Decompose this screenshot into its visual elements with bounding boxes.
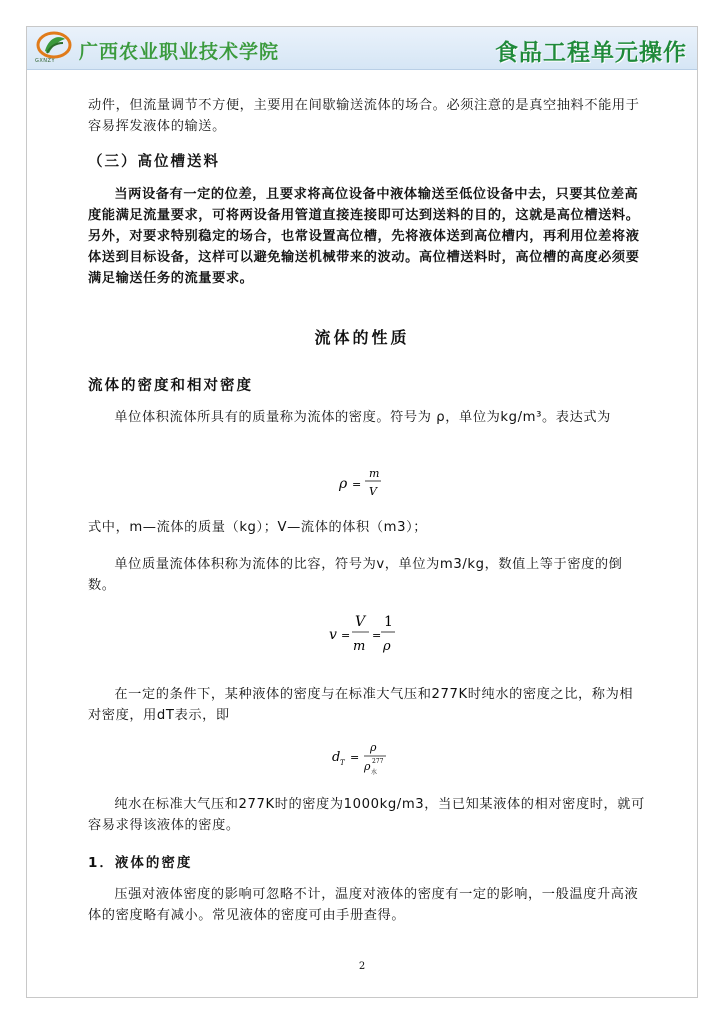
density-section-title: 流体的密度和相对密度 [88, 378, 253, 394]
formula2-den2: ρ [383, 639, 391, 654]
formula3-den-sup: 277 [372, 758, 384, 765]
svg-text:=: = [350, 751, 360, 764]
formula2-lhs: v [329, 627, 337, 643]
high-tank-paragraph: 当两设备有一定的位差，且要求将高位设备中液体输送至低位设备中去，只要其位差高度能满足流量要求，可将两设备用管道直接连接即可达到送料的目的，这就是高位槽送料。另外，对要求特别稳定的场合，也常设置高位槽，先将液体送到高位槽内，再利用位差将液体送到目标设备，这样可以避免输送机械带来的波动。高位槽送料时，高位槽的高度必须要满足输送任务的流量要求。 [88, 187, 640, 286]
density-definition: 单位体积流体所具有的质量称为流体的密度。符号为 ρ，单位为kg/m³。表达式为 [114, 410, 611, 425]
chapter-title: 流体的性质 [314, 328, 410, 347]
page-header [27, 27, 697, 70]
svg-text:=: = [352, 478, 362, 491]
relative-density-paragraph: 在一定的条件下，某种液体的密度与在标准大气压和277K时纯水的密度之比，称为相对密度，用dT表示，即 [88, 687, 634, 723]
formula1-lhs: ρ [339, 476, 348, 492]
specific-volume-formula [325, 610, 405, 656]
section-title-high-tank: （三）高位槽送料 [88, 154, 220, 170]
formula3-den-sub: 水 [371, 769, 378, 776]
density-formula [335, 462, 395, 502]
school-name: 广西农业职业技术学院 [79, 41, 280, 63]
page-number: 2 [358, 961, 366, 972]
svg-text:=: = [341, 629, 351, 642]
specific-volume-paragraph: 单位质量流体体积称为流体的比容，符号为v，单位为m3/kg，数值上等于密度的倒数。 [88, 557, 623, 593]
svg-text:=: = [372, 629, 382, 642]
intro-paragraph: 动件，但流量调节不方便，主要用在间歇输送流体的场合。必须注意的是真空抽料不能用于容易挥发液体的输送。 [88, 98, 640, 134]
relative-density-formula [328, 738, 408, 780]
formula2-num2: 1 [384, 614, 393, 630]
formula3-lhs: d [332, 750, 341, 765]
liquid-density-paragraph: 压强对液体密度的影响可忽略不计，温度对液体的密度有一定的影响，一般温度升高液体的密度略有减小。常见液体的密度可由手册查得。 [88, 887, 639, 923]
logo-caption: GXNZY [35, 58, 56, 64]
formula3-num: ρ [370, 741, 377, 754]
pure-water-paragraph: 纯水在标准大气压和277K时的密度为1000kg/m3，当已知某液体的相对密度时，就可容易求得该液体的密度。 [88, 797, 645, 833]
liquid-density-title: 1．液体的密度 [88, 855, 193, 871]
formula3-lhs-sub: T [340, 759, 345, 767]
formula3-den: ρ [364, 760, 371, 773]
formula2-den1: m [353, 639, 366, 654]
formula1-den: V [369, 485, 377, 498]
variable-explanation: 式中，m—流体的质量（kg）；V—流体的体积（m3）； [88, 520, 428, 535]
course-title: 食品工程单元操作 [495, 40, 687, 66]
formula1-num: m [369, 467, 380, 480]
formula2-num1: V [355, 614, 366, 630]
